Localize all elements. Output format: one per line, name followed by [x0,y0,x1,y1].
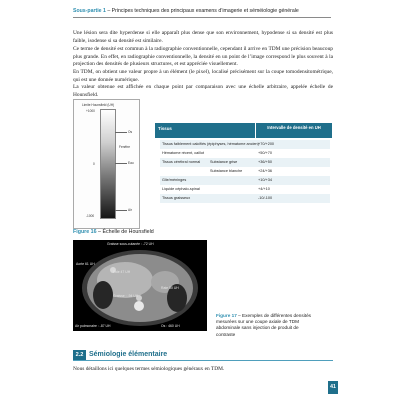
paragraph-3: En TDM, on obtient une valeur propre à un élément (le pixel), localisé précisément sur la coupe tomodensitométrique, qui est une donnée numérique. [73,69,333,83]
ct-label-graisse-sc: Graisse sous-cutanée : -72 UH [107,242,154,246]
header-title: – Principes techniques des principaux examens d’imagerie et séméiologie générale [105,8,299,14]
figure-17-number: Figure 17 [216,313,237,318]
figure-16-text: – Échelle de Hounsfield [96,229,154,235]
ct-label-aorte: Aorte 61 UH [76,262,95,266]
scale-eau: Eau [128,161,134,165]
table-row [160,194,330,203]
ct-scan-image [73,240,207,331]
ct-abdomen-illustration [73,240,207,331]
figure-16-number: Figure 16 [73,229,97,235]
row-sub: Substance grise [210,160,238,164]
page-number: 41 [328,381,338,394]
row-value: +4/+10 [258,187,270,191]
table-row [160,140,330,149]
section-title: Sémiologie élémentaire [89,351,168,358]
row-value: -10/-100 [258,196,273,200]
row-tissue: Tissus graisseux [162,196,191,200]
row-value: +10/+34 [258,178,272,182]
scale-air: Air [128,208,132,212]
table-row [160,158,330,167]
ct-label-air: Air pulmonaire : -87 UH [75,324,111,328]
ct-label-foie: Foie 47 UH [113,270,131,274]
scale-tick [115,132,127,133]
scale-window-label: Fenêtre [119,145,130,149]
section-number: 2.2 [73,350,86,360]
figure-17-caption [216,313,316,338]
paragraph-4: La valeur obtenue est affichée en chaque point par comparaison avec une échelle arbitraire, appelée échelle de Hounsfield. [73,84,333,98]
figure-17-text: – Exemples de différentes densités mesurées sur une coupe axiale de TDM abdominale sans injection de produit de contraste [216,313,312,337]
paragraph-2: Ce terme de densité est commun à la radiographie conventionnelle, cependant il arrive en TDM une précision beaucoup plus grande. En effet, en radiographie conventionnelle, la densité en un point de l’image correspond le plus souvent à la projection des densités de plusieurs structures, et est appréciée visuellement. [73,46,333,68]
section-heading [73,350,333,361]
row-tissue: Glie/méninges [162,178,187,182]
table-row [160,176,330,185]
table-row [160,167,330,176]
ct-label-os: Os : 460 UH [161,324,180,328]
row-value: +50/+70 [258,151,272,155]
running-header [73,8,373,14]
row-tissue: Liquide céphalo-spinal [162,187,200,191]
row-tissue: Hématome récent, caillot [162,151,204,155]
header-section-label: Sous-partie 1 [73,8,106,14]
row-sub: Substance blanche [210,169,243,173]
row-tissue: Tissus faiblement calcifiés (épiphyses, hématome ancien) [162,142,259,146]
scale-tick [115,163,127,164]
scale-minus-1000: -1000 [86,214,95,218]
table-row [160,185,330,194]
closing-paragraph: Nous détaillons ici quelques termes sémiologiques généraux en TDM. [73,366,225,372]
table-header-label-range: Intervalle de densité en UH [267,125,321,130]
scale-plus-1000: +1000 [86,109,95,113]
grayscale-gradient [100,109,116,219]
header-divider [73,17,331,18]
ct-label-graisse: Graisse : -94 UH [113,294,139,298]
row-tissue: Tissus cérébral normal [162,160,201,164]
table-row [160,149,330,158]
scale-zero: 0 [93,162,95,166]
ct-label-rate: Rate 50 UH [161,286,179,290]
table-header-label-tissus: Tissus [158,126,172,131]
scale-limit-label: Limite Hounsfield (UH) [82,103,115,107]
scale-tick [115,210,127,211]
figure-16-caption [73,229,154,235]
row-value: +70/+200 [258,142,275,146]
row-value: +24/+36 [258,169,272,173]
hounsfield-scale-figure [73,99,140,229]
row-value: +36/+50 [258,160,272,164]
scale-os: Os [128,130,133,134]
paragraph-1: Une lésion sera dite hyperdense si elle apparaît plus dense que son environnement, hypodense si sa densité est plus faible, isodense si sa densité est similaire. [73,30,333,44]
